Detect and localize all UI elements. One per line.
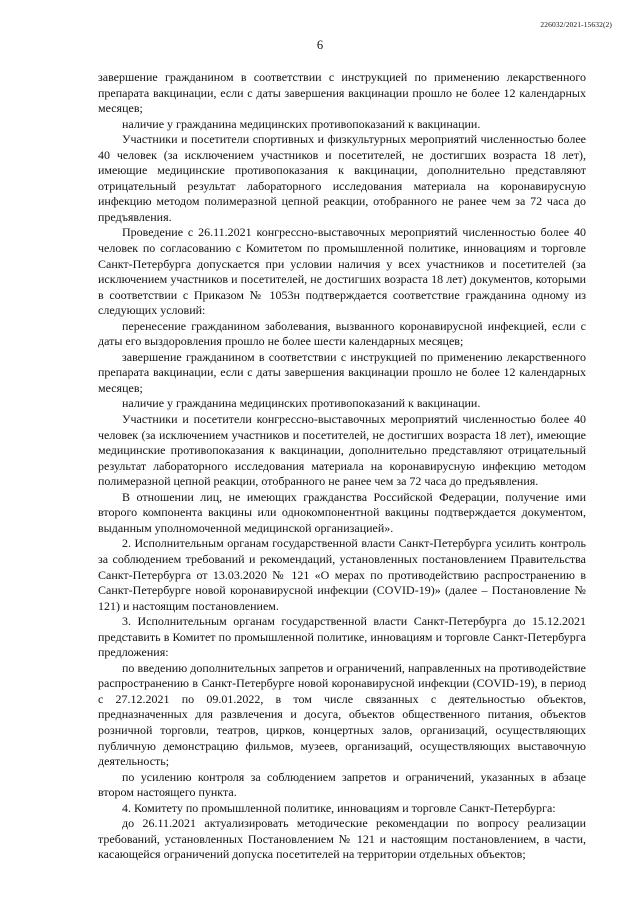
paragraph: по введению дополнительных запретов и ограничений, направленных на противодействие распространению в Санкт-Петербурге новой коронавирусной инфекции (COVID-19), в период с 27.12.2021 по 09.01.2022, в том числе связанных с деятельностью объектов, предназначенных для развлечения и досуга, объектов общественного питания, объектов розничной торговли, театров, цирков, концертных залов, организаций, осуществляющих публичную демонстрацию фильмов, музеев, организаций, осуществляющих выставочную деятельность; [98, 660, 586, 769]
paragraph: 3. Исполнительным органам государственной власти Санкт-Петербурга до 15.12.2021 представить в Комитет по промышленной политике, инновациям и торговле Санкт-Петербурга предложения: [98, 614, 586, 660]
paragraph: завершение гражданином в соответствии с инструкцией по применению лекарственного препарата вакцинации, если с даты завершения вакцинации прошло не более 12 календарных месяцев; [98, 349, 586, 395]
paragraph: по усилению контроля за соблюдением запретов и ограничений, указанных в абзаце втором настоящего пункта. [98, 769, 586, 800]
paragraph: завершение гражданином в соответствии с инструкцией по применению лекарственного препарата вакцинации, если с даты завершения вакцинации прошло не более 12 календарных месяцев; [98, 70, 586, 116]
paragraph: 4. Комитету по промышленной политике, инновациям и торговле Санкт-Петербурга: [122, 800, 556, 815]
paragraph: Проведение с 26.11.2021 конгрессно-выставочных мероприятий численностью более 40 человек по согласованию с Комитетом по промышленной политике, инновациям и торговле Санкт-Петербурга допускается при условии наличия у всех участников и посетителей (за исключением участников и посетителей, не достигших возраста 18 лет) документов, которыми в соответствии с Приказом № 1053н подтверждается соответствие гражданина одному из следующих условий: [98, 225, 586, 318]
document-number: 226032/2021-15632(2) [540, 20, 612, 29]
paragraph: наличие у гражданина медицинских противопоказаний к вакцинации. [122, 116, 481, 131]
document-body [98, 70, 586, 863]
paragraph: до 26.11.2021 актуализировать методические рекомендации по вопросу реализации требований, установленных Постановлением № 121 и настоящим постановлением, в части, касающейся ограничений допуска посетителей на территории отдельных объектов; [98, 816, 586, 862]
page-number: 6 [316, 38, 324, 52]
paragraph: Участники и посетители конгрессно-выставочных мероприятий численностью более 40 человек (за исключением участников и посетителей, не достигших возраста 18 лет), имеющие медицинские противопоказания к вакцинации, дополнительно представляют отрицательный результат лабораторного исследования материала на коронавирусную инфекцию методом полимеразной цепной реакции, отобранного не ранее чем за 72 часа до предъявления. [98, 412, 586, 489]
paragraph: 2. Исполнительным органам государственной власти Санкт-Петербурга усилить контроль за соблюдением требований и рекомендаций, установленных постановлением Правительства Санкт-Петербурга от 13.03.2020 № 121 «О мерах по противодействию распространению в Санкт-Петербурге новой коронавирусной инфекции (COVID-19)» (далее – Постановление № 121) и настоящим постановлением. [98, 536, 586, 613]
paragraph: В отношении лиц, не имеющих гражданства Российской Федерации, получение ими второго компонента вакцины или однокомпонентной вакцины подтверждается документом, выданным уполномоченной медицинской организацией». [98, 489, 586, 535]
paragraph: наличие у гражданина медицинских противопоказаний к вакцинации. [122, 396, 481, 411]
paragraph: Участники и посетители спортивных и физкультурных мероприятий численностью более 40 человек (за исключением участников и посетителей, не достигших возраста 18 лет), имеющие медицинские противопоказания к вакцинации, дополнительно представляют отрицательный результат лабораторного исследования материала на коронавирусную инфекцию методом полимеразной цепной реакции, отобранного не ранее чем за 72 часа до предъявления. [98, 132, 586, 224]
paragraph: перенесение гражданином заболевания, вызванного коронавирусной инфекцией, если с даты его выздоровления прошло не более шести календарных месяцев; [98, 318, 586, 349]
